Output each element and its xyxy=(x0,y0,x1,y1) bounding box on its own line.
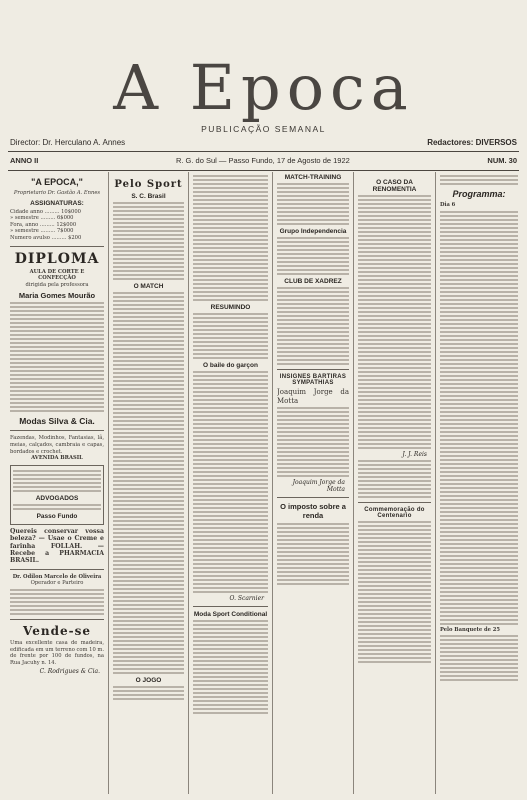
masthead-rule-top xyxy=(8,151,519,152)
divider xyxy=(277,497,349,498)
col1-owner: Proprietario Dr. Gastão A. Ennes xyxy=(13,190,101,196)
issue-number: NUM. 30 xyxy=(487,156,517,165)
divider xyxy=(277,369,349,370)
column-divider xyxy=(435,172,436,794)
beauty-question: Quereis conservar vossa beleza? — Usae o Creme e farinha FOLLAH. — Recebe a PHARMACIA BRASIL. xyxy=(10,527,104,565)
medico-name: Dr. Odilon Marcelo de Oliveira xyxy=(12,573,102,580)
divider xyxy=(358,502,431,503)
col5-text-lines-a xyxy=(358,195,431,449)
assinatura-line: » semestre ......... 7$000 xyxy=(10,228,74,235)
col4-text-lines-d xyxy=(277,407,349,477)
col5-text-lines-b xyxy=(358,460,431,498)
divider xyxy=(10,430,104,431)
col6-text-lines-b xyxy=(440,211,518,625)
column-5 xyxy=(358,173,431,793)
col4-text-lines-a xyxy=(277,183,349,225)
newspaper-title: A Epoca xyxy=(113,51,414,124)
advogados-box xyxy=(10,465,104,525)
editorial-row xyxy=(10,138,517,150)
column-3 xyxy=(193,173,268,793)
passo-fundo-label: Passo Fundo xyxy=(36,512,78,520)
column-divider xyxy=(353,172,354,794)
visitas-sign: Joaquim Jorge da Motta xyxy=(292,479,345,494)
grupo-heading: Grupo Independencia xyxy=(279,228,347,235)
caso-sign: J. J. Reis xyxy=(402,451,427,458)
visitas-lead: Joaquim Jorge da Motta xyxy=(277,388,349,405)
column-2 xyxy=(113,173,184,793)
baile-heading: O baile do garçon xyxy=(203,362,258,369)
column-divider xyxy=(108,172,109,794)
col3-text-lines-a xyxy=(193,175,268,301)
imposto-heading: O imposto sobre a renda xyxy=(280,502,346,521)
column-4 xyxy=(277,173,349,793)
diploma-sub: AULA DE CORTE E CONFECÇÃO xyxy=(29,268,85,282)
diploma-text-lines xyxy=(10,302,104,412)
programma-lead: Dia 6 xyxy=(440,202,456,208)
o-match-heading: O MATCH xyxy=(133,283,164,290)
vende-text: Uma excellente casa de madeira, edificada em um terreno com 10 m. de frente por 100 de fundos, na Rua Jacuhy n. 14. xyxy=(10,639,104,666)
col3-text-lines-d xyxy=(193,620,268,714)
divider xyxy=(193,606,268,607)
modas-text: Fazendas, Modinhos, Fantasias, lã, meias, calçados, cambraia e capas, bordados e crochet. xyxy=(10,435,104,455)
column-6 xyxy=(440,173,518,793)
director-line: Director: Dr. Herculano A. Annes xyxy=(10,138,126,147)
vende-title: Vende-se xyxy=(23,623,91,638)
divider xyxy=(10,246,104,247)
newspaper-subtitle: PUBLICAÇÃO SEMANAL xyxy=(201,124,326,134)
club-xadrez-heading: CLUB DE XADREZ xyxy=(284,278,342,285)
sport-text-lines xyxy=(113,202,184,280)
col4-text-lines-e xyxy=(277,523,349,585)
issue-info-row xyxy=(10,156,517,168)
club-title: S. C. Brasil xyxy=(131,193,166,200)
programma-heading: Programma: xyxy=(452,189,506,199)
col3-text-lines-b xyxy=(193,313,268,359)
col4-text-lines-c xyxy=(277,287,349,365)
diploma-name: Maria Gomes Mourão xyxy=(18,291,96,301)
col3-sign: O. Scarnier xyxy=(229,595,264,602)
modas-address: AVENIDA BRASIL xyxy=(31,455,83,462)
resumindo-heading: RESUMINDO xyxy=(210,304,251,311)
col4-text-lines-b xyxy=(277,237,349,275)
programma-closing: Pelo Banquete de 25 xyxy=(440,626,500,633)
modas-title: Modas Silva & Cia. xyxy=(19,416,95,427)
assinatura-line: » semestre ......... 6$000 xyxy=(10,215,74,222)
diploma-by: dirigida pela professora xyxy=(25,281,89,288)
match-text-lines xyxy=(113,292,184,674)
pelo-sport-title: Pelo Sport xyxy=(114,179,183,190)
match-training-heading: MATCH-TRAINING xyxy=(284,174,342,181)
col1-header: "A EPOCA," xyxy=(31,177,83,187)
assinaturas-title: ASSIGNATURAS: xyxy=(30,199,84,207)
col5-text-lines-c xyxy=(358,521,431,663)
editors-line: Redactores: DIVERSOS xyxy=(427,138,517,147)
assinatura-line: Fora, anno ......... 12$000 xyxy=(10,221,77,228)
o-jogo-heading: O JOGO xyxy=(135,677,162,684)
visitas-heading: INSIGNES BARTIRAS SYMPATHIAS xyxy=(279,374,347,386)
column-divider xyxy=(188,172,189,794)
medico-sub: Operador e Parteiro xyxy=(30,580,84,587)
column-1 xyxy=(10,173,104,793)
caso-heading: O CASO DA RENOMENTIA xyxy=(372,179,417,193)
col3-text-lines-c xyxy=(193,371,268,593)
diploma-title: DIPLOMA xyxy=(14,250,100,267)
moda-sport-heading: Moda Sport Conditional xyxy=(193,611,268,618)
commemoracao-heading: Commemoração do Centenario xyxy=(364,507,425,519)
advogados-label: ADVOGADOS xyxy=(35,494,79,502)
divider xyxy=(10,619,104,620)
place-date: R. G. do Sul — Passo Fundo, 17 de Agosto de 1922 xyxy=(175,156,350,165)
assinatura-line: Numero avulso ......... $200 xyxy=(10,234,82,241)
year-label: ANNO II xyxy=(10,156,39,165)
divider xyxy=(10,569,104,570)
col6-text-lines-a xyxy=(440,175,518,185)
col6-text-lines-c xyxy=(440,635,518,681)
assinatura-line: Cidade anno ......... 10$000 xyxy=(10,208,81,215)
column-divider xyxy=(272,172,273,794)
masthead xyxy=(0,52,527,124)
vende-sign: C. Rodrigues & Cia. xyxy=(39,668,100,676)
masthead-rule-bottom xyxy=(8,170,519,171)
